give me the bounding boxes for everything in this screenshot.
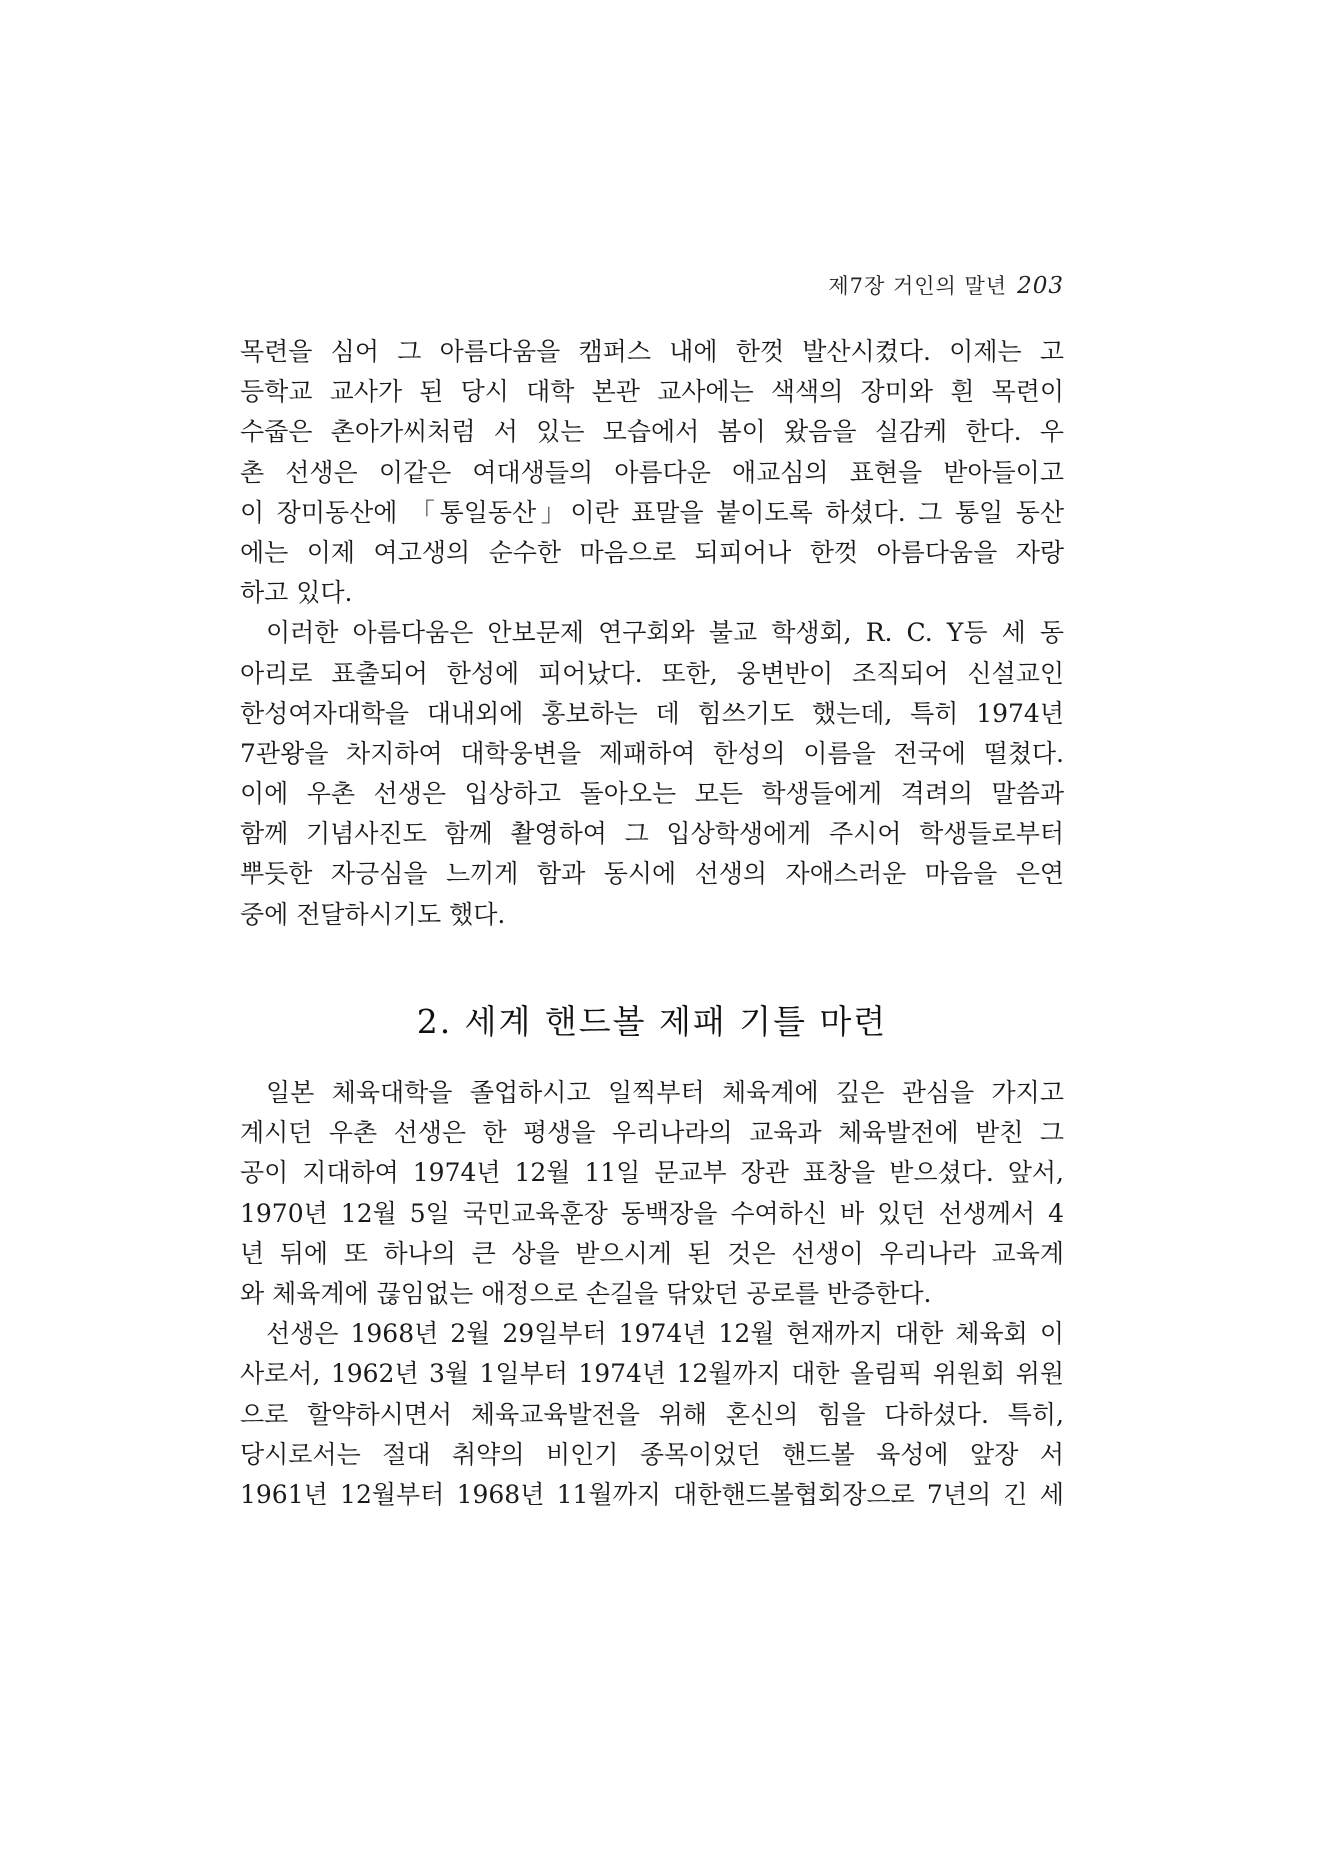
running-header xyxy=(240,270,1064,300)
text-line: 목련을 심어 그 아름다움을 캠퍼스 내에 한껏 발산시켰다. 이제는 고 xyxy=(240,337,1064,366)
text-line: 1961년 12월부터 1968년 11월까지 대한핸드볼협회장으로 7년의 긴 세 xyxy=(240,1479,1064,1509)
text-line: 당시로서는 절대 취약의 비인기 종목이었던 핸드볼 육성에 앞장 서 xyxy=(240,1439,1064,1469)
text-line: 이러한 아름다움은 안보문제 연구회와 불교 학생회, R. C. Y등 세 동 xyxy=(266,618,1064,648)
text-line: 이 장미동산에 「통일동산」이란 표말을 붙이도록 하셨다. 그 통일 동산 xyxy=(240,497,1064,527)
text-line: 함께 기념사진도 함께 촬영하여 그 입상학생에게 주시어 학생들로부터 xyxy=(240,819,1064,849)
body-text-before-heading xyxy=(240,332,1064,935)
text-line: 한성여자대학을 대내외에 홍보하는 데 힘쓰기도 했는데, 특히 1974년 xyxy=(240,698,1064,728)
paragraph xyxy=(240,332,1064,613)
text-line: 촌 선생은 이같은 여대생들의 아름다운 애교심의 표현을 받아들이고 xyxy=(240,457,1064,487)
text-line: 계시던 우촌 선생은 한 평생을 우리나라의 교육과 체육발전에 받친 그 xyxy=(240,1118,1064,1148)
text-line: 등학교 교사가 된 당시 대학 본관 교사에는 색색의 장미와 흰 목련이 xyxy=(240,377,1064,407)
text-line: 1970년 12월 5일 국민교육훈장 동백장을 수여하신 바 있던 선생께서 4 xyxy=(240,1198,1064,1228)
text-line: 와 체육계에 끊임없는 애정으로 손길을 닦았던 공로를 반증한다. xyxy=(240,1278,932,1308)
paragraph xyxy=(240,1314,1064,1515)
text-line: 공이 지대하여 1974년 12월 11일 문교부 장관 표창을 받으셨다. 앞서, xyxy=(240,1158,1064,1188)
text-line: 중에 전달하시기도 했다. xyxy=(240,899,506,929)
section-heading: 2. 세계 핸드볼 제패 기틀 마련 xyxy=(416,1002,888,1041)
text-line: 아리로 표출되어 한성에 피어났다. 또한, 웅변반이 조직되어 신설교인 xyxy=(240,658,1064,688)
paragraph xyxy=(240,613,1064,935)
page-number: 203 xyxy=(1017,273,1064,299)
text-line: 뿌듯한 자긍심을 느끼게 함과 동시에 선생의 자애스러운 마음을 은연 xyxy=(240,859,1064,889)
text-line: 하고 있다. xyxy=(240,578,353,608)
text-line: 사로서, 1962년 3월 1일부터 1974년 12월까지 대한 올림픽 위원회 위원 xyxy=(240,1359,1064,1389)
text-line: 으로 할약하시면서 체육교육발전을 위해 혼신의 힘을 다하셨다. 특히, xyxy=(240,1399,1064,1429)
text-line: 이에 우촌 선생은 입상하고 돌아오는 모든 학생들에게 격려의 말씀과 xyxy=(240,779,1064,809)
paragraph xyxy=(240,1073,1064,1314)
text-line: 7관왕을 차지하여 대학웅변을 제패하여 한성의 이름을 전국에 떨쳤다. xyxy=(240,738,1064,768)
text-line: 년 뒤에 또 하나의 큰 상을 받으시게 된 것은 선생이 우리나라 교육계 xyxy=(240,1238,1064,1268)
text-line: 일본 체육대학을 졸업하시고 일찍부터 체육계에 깊은 관심을 가지고 xyxy=(266,1078,1064,1107)
chapter-title: 제7장 거인의 말년 xyxy=(828,274,1008,298)
body-text-after-heading xyxy=(240,1073,1064,1515)
text-line: 선생은 1968년 2월 29일부터 1974년 12월 현재까지 대한 체육회 이 xyxy=(266,1319,1064,1349)
text-line: 에는 이제 여고생의 순수한 마음으로 되피어나 한껏 아름다움을 자랑 xyxy=(240,537,1064,567)
text-line: 수줍은 촌아가씨처럼 서 있는 모습에서 봄이 왔음을 실감케 한다. 우 xyxy=(240,417,1064,447)
